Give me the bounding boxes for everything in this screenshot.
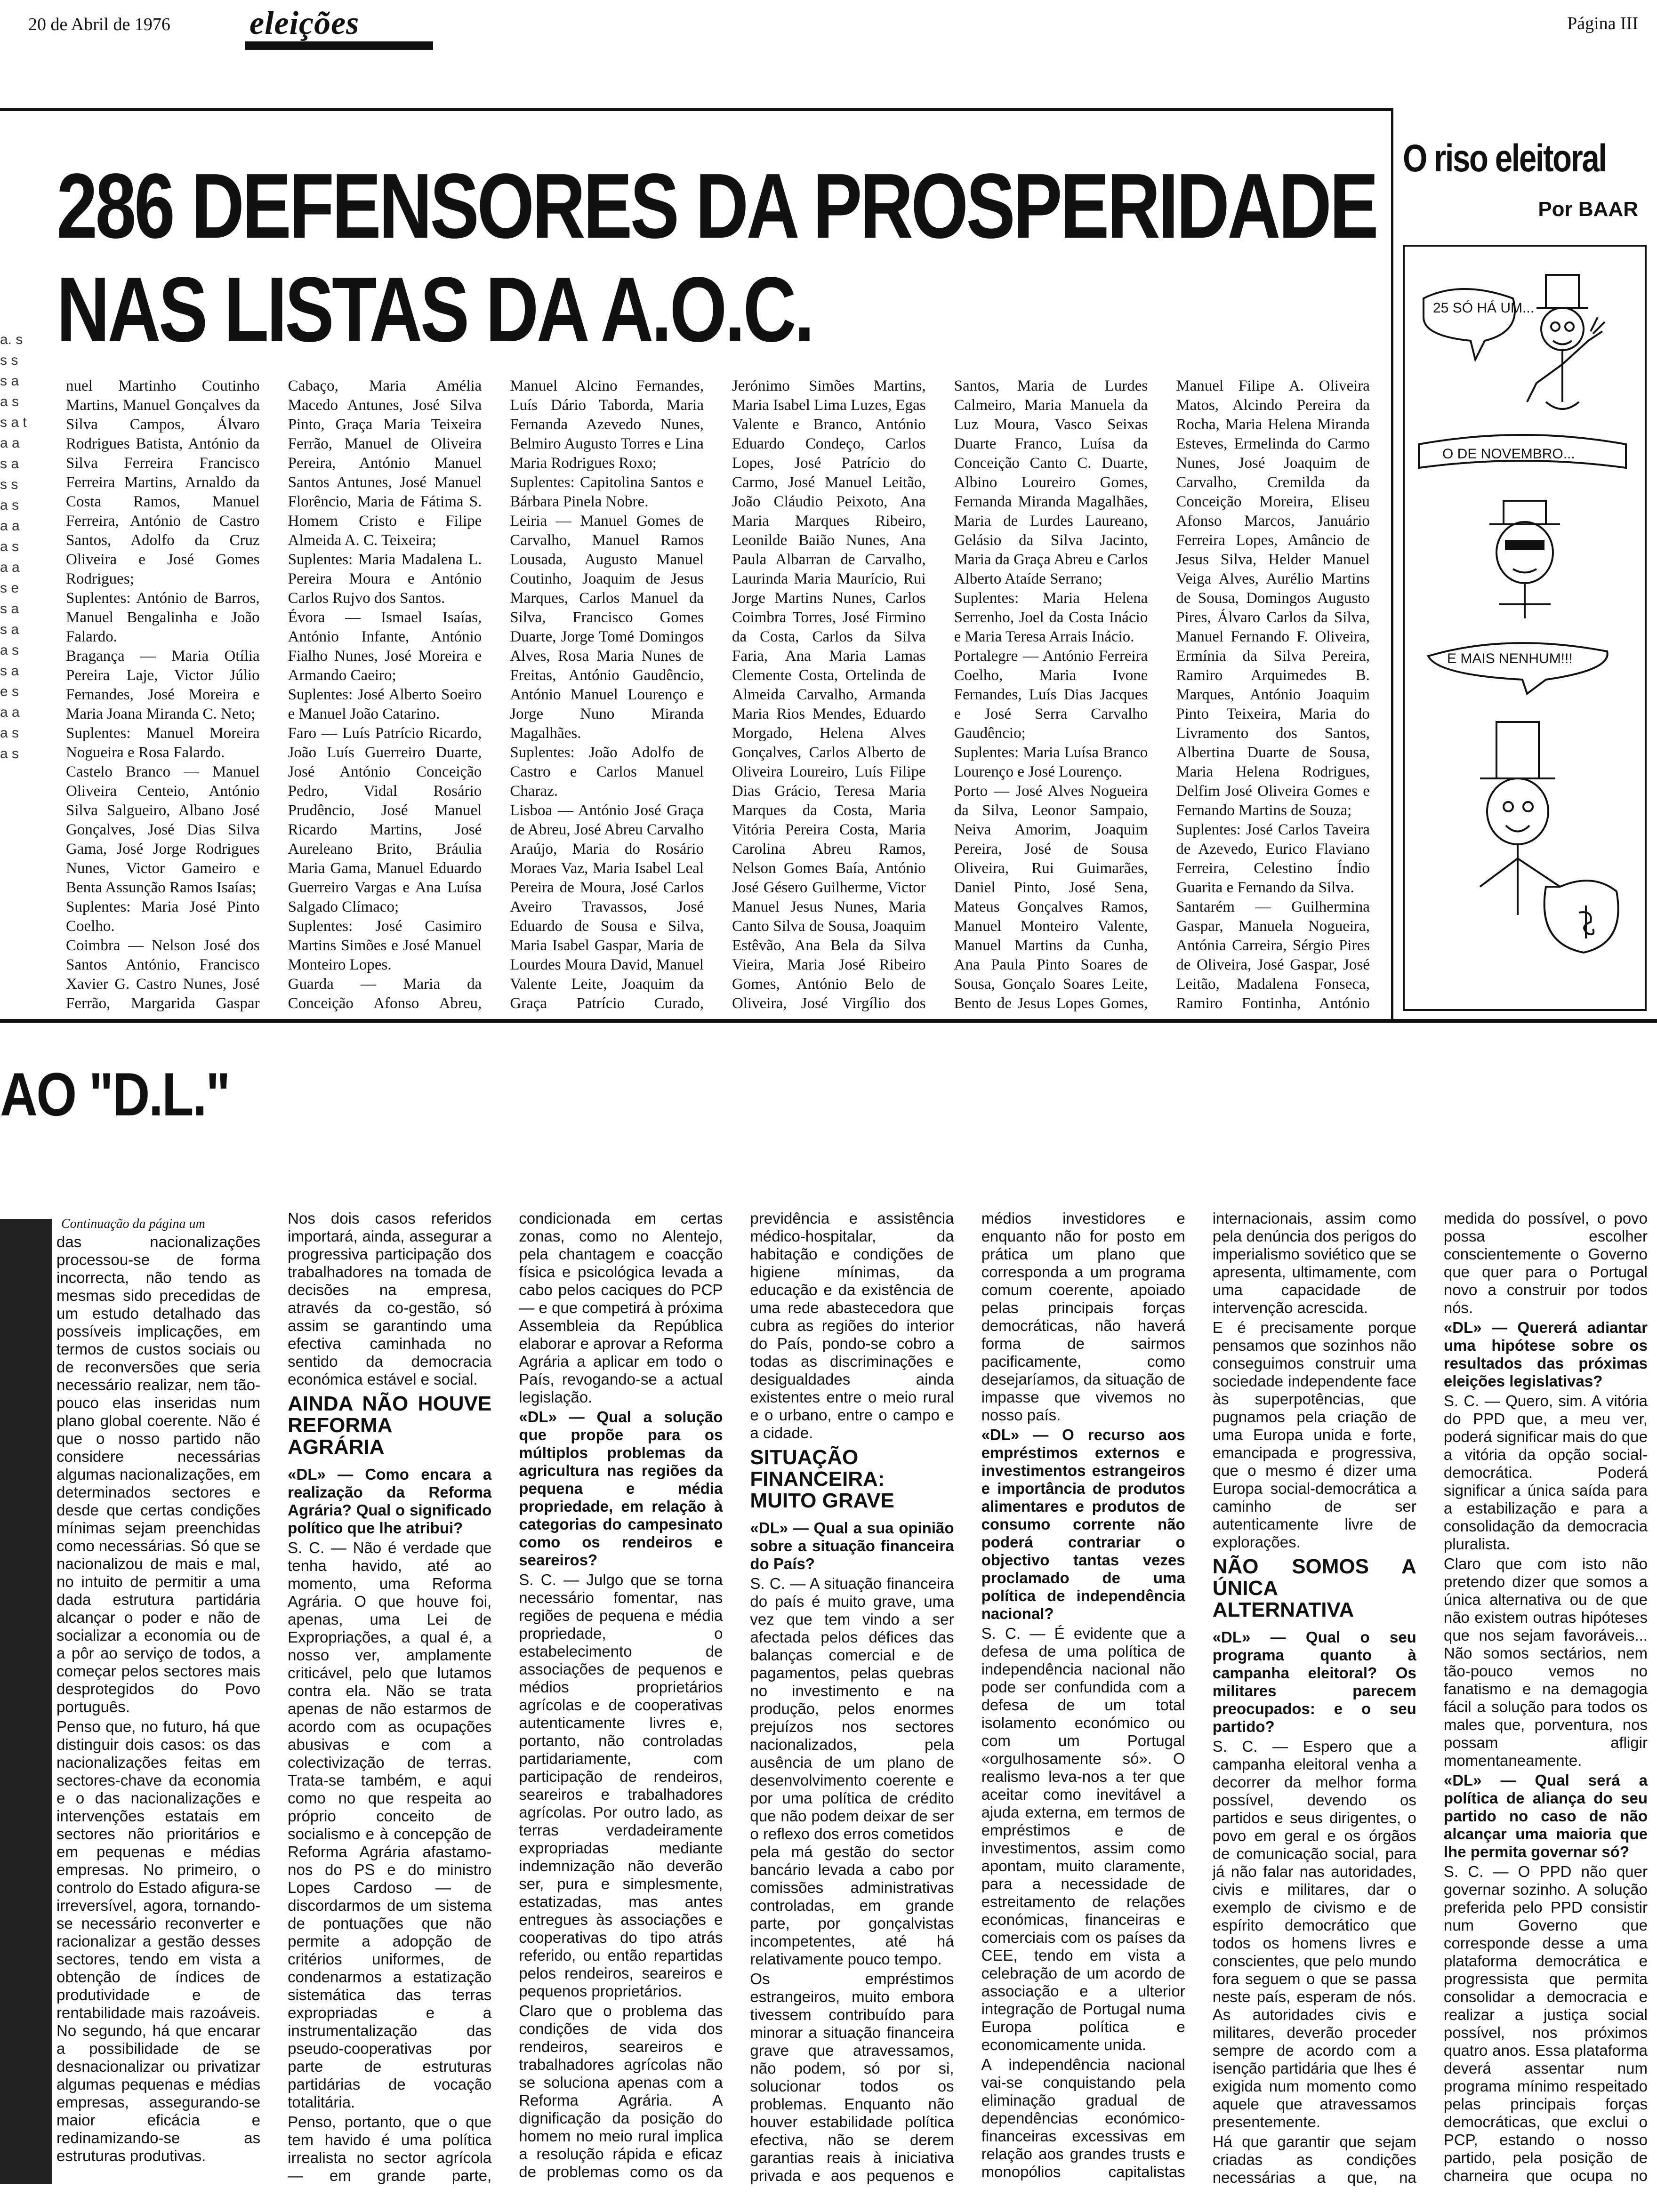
question: «DL» — Qual será a política de aliança do seu partido no caso de não alcançar uma maioria que lhe permita governar só?: [1443, 1771, 1648, 1860]
answer: Os empréstimos estrangeiros, muito embora tivessem contribuído para minorar a situação financeira grave que atravessamos, não podem, só por si, solucionar todos os problemas. Enquanto não houver estabilidade política efectiva, não se derem garantias reais à iniciativa privada e aos pequenos e médios investidores e enquanto não for posto em prática um plano que corresponda a um programa comum coerente, apoiado pelas principais forças democráticas, não haverá forma de sairmos pacificamente, como desejaríamos, da situação de impasse que vivemos no nosso país.: [750, 1210, 1185, 2184]
cartoon-caption-2: O DE NOVEMBRO...: [1442, 446, 1575, 462]
answer: Claro que com isto não pretendo dizer que somos a única alternativa ou de que não existem outras hipóteses que nos sejam favoráveis... Não somos sectários, nem tão-pouco vemos no fanatismo e na demagogia fácil a solução para todos os males que, porventura, nos possam afligir momentaneamente.: [1443, 1555, 1648, 1769]
subheading-alternativa: NÃO SOMOS A ÚNICA ALTERNATIVA: [1212, 1555, 1416, 1621]
list-paragraph: Santarém — Guilhermina Gaspar, Manuela Nogueira, Antónia Carreira, Sérgio Pires de Oliveira, José Gaspar, José Leitão, Madalena Fonseca, Ramiro Fontinha, António: [1176, 898, 1370, 1012]
list-paragraph: Suplentes: Maria Madalena L. Pereira Moura e António Carlos Rujvo dos Santos.: [288, 551, 482, 607]
list-paragraph: Suplentes: Maria Luísa Branco Lourenço e José Lourenço.: [954, 744, 1148, 780]
cartoon-byline: Por BAAR: [1538, 198, 1638, 221]
body-paragraph: das nacionalizações processou-se de forma incorrecta, não tendo as mesmas sido precedidas de um estudo detalhado das possíveis implicações, em termos de custos sociais ou de reconversões que seria necessário realizar, nem tão-pouco elas inseridas num plano global coerente. Não é que o nosso partido não considere necessárias algumas nacionalizações, em determinados sectores e desde que certas condições mínimas sejam preenchidas como necessárias. Só que se nacionalizou de mais e mal, no intuito de permitir a uma dada estrutura partidária alcançar o poder e não de socializar a economia ou de a pôr ao serviço de todos, a começar pelos sectores mais desprotegidos do Povo português.: [56, 1233, 261, 1715]
list-paragraph: Suplentes: José Casimiro Martins Simões e José Manuel Monteiro Lopes.: [288, 918, 482, 973]
list-paragraph: Suplentes: José Alberto Soeiro e Manuel João Catarino.: [288, 686, 482, 722]
question: «DL» — O recurso aos empréstimos externos e investimentos estrangeiros e importância de produtos alimentares e produtos de consumo corrente não poderá contrariar o objectivo tantas vezes proclamado de uma política de independência nacional?: [981, 1426, 1185, 1622]
list-paragraph: Suplentes: António de Barros, Manuel Bengalinha e João Falardo.: [66, 590, 260, 645]
question: «DL» — Qual o seu programa quanto à campanha eleitoral? Os militares parecem preocupados: e o seu partido?: [1212, 1628, 1416, 1735]
cartoon-drawing: [1405, 247, 1645, 1009]
question: «DL» — Quererá adiantar uma hipótese sobre os resultados das próximas eleições legislativas?: [1443, 1319, 1648, 1390]
body-paragraph: Nos dois casos referidos importará, ainda, assegurar a progressiva participação dos trabalhadores na tomada de decisões na empresa, através da co-gestão, só assim se garantindo uma efectiva caminhada no sentido da democracia económica estável e social.: [288, 1210, 492, 1388]
list-paragraph: Suplentes: Capitolina Santos e Bárbara Pinela Nobre.: [510, 474, 704, 510]
list-paragraph: Faro — Luís Patrício Ricardo, João Luís Guerreiro Duarte, José António Conceição Pedro, Vidal Rosário Prudêncio, José Manuel Ricardo Martins, José Aureleano Brito, Bráulia Maria Gama, Manuel Eduardo Guerreiro Vargas e Ana Luísa Salgado Clímaco;: [288, 725, 482, 915]
subheading-agraria: AINDA NÃO HOUVE REFORMA AGRÁRIA: [288, 1392, 492, 1459]
answer: Penso, portanto, que o que tem havido é uma política irrealista no sector agrícola — em grande parte, condicionada em certas zonas, como no Alentejo, pela chantagem e coacção física e psicológica levada a cabo pelos caciques do PCP — e que competirá à próxima Assembleia da República elaborar e aprovar a Reforma Agrária a aplicar em todo o País, revogando-se a actual legislação.: [288, 1210, 723, 2184]
continuation-note: Continuação da página um: [61, 1217, 205, 1231]
list-paragraph: Guarda — Maria da Conceição Afonso Abreu, Manuel Alcino Fernandes, Luís Dário Taborda, Maria Fernanda Azevedo Nunes, Belmiro Augusto Torres e Lina Maria Rodrigues Roxo;: [288, 377, 704, 1012]
answer: Há que garantir que sejam criadas as condições necessárias a que, na medida do possível, o povo possa escolher conscientemente o Governo que quer para o Portugal novo a construir por todos nós.: [1212, 1210, 1648, 2186]
list-paragraph: Bragança — Maria Otília Pereira Laje, Victor Júlio Fernandes, José Moreira e Maria Joana Miranda C. Neto;: [66, 648, 260, 722]
cartoon-strip: [1403, 245, 1647, 1011]
section-underline: [245, 41, 433, 50]
column-rule: [1391, 111, 1393, 1019]
answer: S. C. — A situação financeira do país é muito grave, uma vez que tem vindo a ser afectada pelos défices das balanças comercial e de pagamentos, pelas quebras no investimento e na produção, pelos enormes prejuízos nos sectores nacionalizados, pela ausência de um plano de desenvolvimento coerente e por uma política de crédito que não podem deixar de ser o reflexo dos erros cometidos pela má gestão do sector bancário levada a cabo por comissões administrativas controladas, em grande parte, por gonçalvistas incompetentes, até há relativamente pouco tempo.: [750, 1575, 954, 1968]
answer: S. C. — É evidente que a defesa de uma política de independência nacional não pode ser confundida com a defesa de um total isolamento económico ou com um Portugal «orgulhosamente só». O realismo leva-nos a ter que aceitar como inevitável a ajuda externa, em termos de empréstimos e de investimentos, assim como apontam, muito claramente, para a necessidade de estreitamento de relações económicas, financeiras e comerciais com os países da CEE, tendo em vista a celebração de um acordo de associação e a ulterior integração de Portugal numa Europa política e economicamente unida.: [981, 1625, 1185, 2053]
cartoon-caption-1: 25 SÓ HÁ UM...: [1433, 300, 1535, 316]
list-paragraph: Évora — Ismael Isaías, António Infante, António Fialho Nunes, José Moreira e Armando Caeiro;: [288, 609, 482, 684]
answer: S. C. — Espero que a campanha eleitoral venha a decorrer da melhor forma possível, devendo os partidos e seus dirigentes, o povo em geral e os órgãos de comunicação social, para já não falar nas autoridades, civis e militares, dar o exemplo de civismo e de espírito democrático que todos os homens livres e conscientes, que pelo mundo fora seguem o que se passa neste país, esperam de nós. As autoridades civis e militares, deverão proceder sempre de acordo com a isenção partidária que lhes é exigida num momento como aquele que atravessamos presentemente.: [1212, 1738, 1416, 2131]
answer: S. C. — Quero, sim. A vitória do PPD que, a meu ver, poderá significar mais do que a vitória da opção social-democrática. Poderá significar a única saída para a estabilização e para a consolidação da democracia pluralista.: [1443, 1392, 1648, 1553]
answer: S. C. — Não é verdade que tenha havido, até ao momento, uma Reforma Agrária. O que houve foi, apenas, uma Lei de Expropriações, a qual é, a nosso ver, amplamente criticável, pelo que lutamos contra ela. Não se trata apenas de não estarmos de acordo com as ocupações abusivas e com a colectivização de terras. Trata-se também, e aqui como no que respeita ao próprio conceito de socialismo e à concepção de Reforma Agrária afastamo-nos do PS e do ministro Lopes Cardoso — de discordarmos de um sistema de pontuações que não permite a adopção de critérios uniformes, de condenarmos a estatização sistemática das terras expropriadas e a instrumentalização das pseudo-cooperativas por parte de estruturas partidárias de vocação totalitária.: [288, 1539, 492, 2111]
body-paragraph: Penso que, no futuro, há que distinguir dois casos: os das nacionalizações feitas em sectores-chave da economia e o das nacionalizações e intervenções estatais em sectores não prioritários e em pequenas e médias empresas. No primeiro, o controlo do Estado afigura-se irreversível, agora, tornando-se necessário reconverter e racionalizar a gestão desses sectores, tendo em vista a obtenção de índices de produtividade e de rentabilidade mais razoáveis. No segundo, há que encarar a possibilidade de se desnacionalizar ou privatizar algumas pequenas e médias empresas, assegurando-se maior eficácia e redinamizando-se as estruturas produtivas.: [56, 1718, 261, 2164]
list-paragraph: Suplentes: Maria Helena Serrenho, Joel da Costa Inácio e Maria Teresa Arrais Inácio.: [954, 590, 1148, 645]
section-name: eleições: [249, 5, 360, 41]
page-number: Página III: [1567, 14, 1638, 33]
list-paragraph: Coimbra — Nelson José dos Santos António, Francisco Xavier G. Castro Nunes, José Ferrão, Margarida Gaspar Cabaço, Maria Amélia Macedo Antunes, José Silva Pinto, Graça Maria Teixeira Ferrão, Manuel de Oliveira Pereira, António Manuel Santos Antunes, José Manuel Florêncio, Maria de Fátima S. Homem Cristo e Filipe Almeida A. C. Teixeira;: [66, 377, 482, 1012]
subheading-financeira: SITUAÇÃO FINANCEIRA: MUITO GRAVE: [750, 1446, 894, 1512]
headline-line-2: NAS LISTAS DA A.O.C.: [56, 258, 812, 361]
issue-date: 20 de Abril de 1976: [28, 15, 170, 34]
list-paragraph: Castelo Branco — Manuel Oliveira Centeio, António Silva Salgueiro, Albano José Gonçalves, José Dias Silva Gama, José Jorge Rodrigues Nunes, Victor Gameiro e Benta Assunção Ramos Isaías;: [66, 763, 260, 896]
question: «DL» — Como encara a realização da Reforma Agrária? Qual o significado político que lhe atribui?: [288, 1466, 492, 1537]
interview-body: [56, 1210, 1648, 2193]
list-paragraph: Porto — José Alves Nogueira da Silva, Leonor Sampaio, Neiva Amorim, Joaquim Pereira, José de Sousa Oliveira, Rui Guimarães, Daniel Pinto, José Sena, Mateus Gonçalves Ramos, Manuel Monteiro Valente, Manuel Martins da Cunha, Ana Paula Pinto Soares de Sousa, Gonçalo Soares Leite, Bento de Jesus Lopes Gomes, Manuel Filipe A. Oliveira Matos, Alcindo Pereira da Rocha, Maria Helena Miranda Esteves, Ermelinda do Carmo Nunes, José Joaquim de Carvalho, Cremilda da Conceição Moreira, Eliseu Afonso Marcos, Januário Ferreira Lopes, Amâncio de Jesus Silva, Helder Manuel Veiga Alves, Aurélio Martins de Sousa, Domingos Augusto Pires, Álvaro Carlos da Silva, Manuel Fernando F. Oliveira, Ermínia da Silva Pereira, Ramiro Arquimedes B. Marques, António Joaquim Pinto Teixeira, Maria do Livramento dos Santos, Albertina Duarte de Sousa, Maria Helena Rodrigues, Delfim José Oliveira Gomes e Fernando Martins de Souza;: [954, 377, 1370, 1012]
clipped-margin-text: a. s s s s a a s s a t a a s a s s a s a a a s a a s e s a s a a s s a e s a a a s a s: [0, 332, 27, 761]
section-divider: [0, 1019, 1657, 1023]
list-paragraph: Suplentes: José Carlos Taveira de Azevedo, Eurico Flaviano Ferreira, Celestino Índio Guarita e Fernando da Silva.: [1176, 821, 1370, 896]
list-paragraph: nuel Martinho Coutinho Martins, Manuel Gonçalves da Silva Campos, Álvaro Rodrigues Batista, António da Silva Ferreira Francisco Ferreira Martins, Arnaldo da Costa Ramos, Manuel Ferreira, António de Castro Santos, Adolfo da Cruz Oliveira e José Gomes Rodrigues;: [66, 377, 260, 587]
candidate-lists: [66, 377, 1370, 1017]
list-paragraph: Portalegre — António Ferreira Coelho, Maria Ivone Fernandes, Luís Dias Jacques e José Serra Carvalho Gaudêncio;: [954, 648, 1148, 742]
answer: S. C. — Julgo que se torna necessário fomentar, nas regiões de pequena e média propriedade, o estabelecimento de associações de pequenos e médios proprietários agrícolas e de cooperativas autenticamente livres e, portanto, não controladas partidariamente, com participação de rendeiros, seareiros e trabalhadores agrícolas. Por outro lado, as terras verdadeiramente expropriadas mediante indemnização não deverão ser, pura e simplesmente, estatizadas, mas antes entregues às associações e cooperativas do tipo atrás referido, ou então repartidas pelos rendeiros, seareiros e pequenos proprietários.: [519, 1571, 723, 2000]
photo-strip: [0, 1219, 52, 2184]
list-paragraph: Suplentes: Maria José Pinto Coelho.: [66, 898, 260, 935]
answer: A independência nacional vai-se conquistando pela eliminação gradual de dependências económico-financeiras excessivas em relação aos grandes trusts e monopólios capitalistas internacionais, assim como pela denúncia dos perigos do imperialismo soviético que se apresenta, ultimamente, com uma capacidade de intervenção acrescida.: [981, 1210, 1416, 2180]
question: «DL» — Qual a sua opinião sobre a situação financeira do País?: [750, 1519, 954, 1572]
list-paragraph: Leiria — Manuel Gomes de Carvalho, Manuel Ramos Lousada, Augusto Manuel Coutinho, Joaquim de Jesus Marques, Carlos Manuel da Silva, Francisco Gomes Duarte, Jorge Tomé Domingos Alves, Rosa Maria Nunes de Freitas, António Gaudêncio, António Manuel Lourenço e Jorge Nuno Miranda Magalhães.: [510, 513, 704, 742]
top-rule: [0, 108, 1393, 111]
answer: S. C. — O PPD não quer governar sozinho. A solução preferida pelo PPD consistir num Governo que corresponde desse a uma plataforma democrática e progressista que permita consolidar a democracia e realizar a justiça social possível, nos próximos quatro anos. Essa plataforma deverá assentar num programa mínimo respeitado pelas principais forças democráticas, que exclui o PCP, estando o nosso partido, pela posição de charneira que ocupa no: [1443, 1863, 1648, 2184]
interview-title: AO "D.L.": [0, 1060, 229, 1129]
headline-line-1: 286 DEFENSORES DA PROSPERIDADE: [56, 154, 1376, 257]
question: «DL» — Qual a solução que propõe para os múltiplos problemas da agricultura nas regiões da pequena e média propriedade, em relação à categorias do campesinato como os rendeiros e seareiros?: [519, 1408, 723, 1569]
answer: Claro que o problema das condições de vida dos rendeiros, seareiros e trabalhadores agrícolas não se soluciona apenas com a Reforma Agrária. A dignificação da posição do homem no meio rural implica a resolução rápida e eficaz de problemas como os da previdência e assistência médico-hospitalar, da habitação e condições de higiene mínimas, da educação e da existência de uma rede abastecedora que cubra as regiões do interior do País, pondo-se cobro a todas as discriminações e desigualdades ainda existentes entre o meio rural e o urbano, entre o campo e a cidade.: [519, 1210, 954, 2180]
cartoon-caption-3: E MAIS NENHUM!!!: [1447, 651, 1573, 666]
list-paragraph: Suplentes: Manuel Moreira Nogueira e Rosa Falardo.: [66, 725, 260, 761]
cartoon-title: O riso eleitoral: [1403, 137, 1606, 180]
answer: E é precisamente porque pensamos que sozinhos não conseguimos construir uma sociedade independente face às superpotências, que pugnamos pela criação de uma Europa unida e forte, emancipada e progressiva, que o mesmo é dizer uma Europa social-democrática a caminho de ser autenticamente livre de explorações.: [1212, 1319, 1416, 1551]
list-paragraph: Lisboa — António José Graça de Abreu, José Abreu Carvalho Araújo, Maria do Rosário Moraes Vaz, Maria Isabel Leal Pereira de Moura, José Carlos Aveiro Travassos, José Eduardo de Sousa e Silva, Maria Isabel Gaspar, Maria de Lourdes Moura David, Manuel Valente Leite, Joaquim da Graça Patrício Curado, Jerónimo Simões Martins, Maria Isabel Lima Luzes, Egas Valente e Branco, António Eduardo Condeço, Carlos Lopes, José Patrício do Carmo, José Manuel Leitão, João Cláudio Peixoto, Ana Maria Marques Ribeiro, Leonilde Baião Nunes, Ana Paula Albarran de Carvalho, Laurinda Maria Maurício, Rui Jorge Martins Nunes, Carlos Coimbra Torres, José Firmino da Costa, Carlos da Silva Faria, Ana Maria Lamas Clemente Costa, Ortelinda de Almeida Carvalho, Armanda Maria Rios Mendes, Eduardo Morgado, Helena Alves Gonçalves, Carlos Alberto de Oliveira Loureiro, Luís Filipe Dias Grácio, Teresa Maria Marques da Costa, Maria Vitória Pereira Costa, Maria Carolina Abreu Ramos, Nelson Gomes Baía, António José Gésero Guilherme, Victor Manuel Jesus Nunes, Maria Canto Silva de Sousa, Joaquim Estêvão, Ana Bela da Silva Vieira, Maria José Ribeiro Gomes, António Belo de Oliveira, José Virgílio dos Santos, Maria de Lurdes Calmeiro, Maria Manuela da Luz Moura, Vasco Seixas Duarte Franco, Luísa da Conceição Canto C. Duarte, Albino Loureiro Gomes, Fernanda Miranda Magalhães, Maria de Lurdes Laureano, Gelásio da Silva Jacinto, Maria da Graça Abreu e Carlos Alberto Ataíde Serrano;: [510, 377, 1148, 1012]
list-paragraph: Suplentes: João Adolfo de Castro e Carlos Manuel Charaz.: [510, 744, 704, 800]
